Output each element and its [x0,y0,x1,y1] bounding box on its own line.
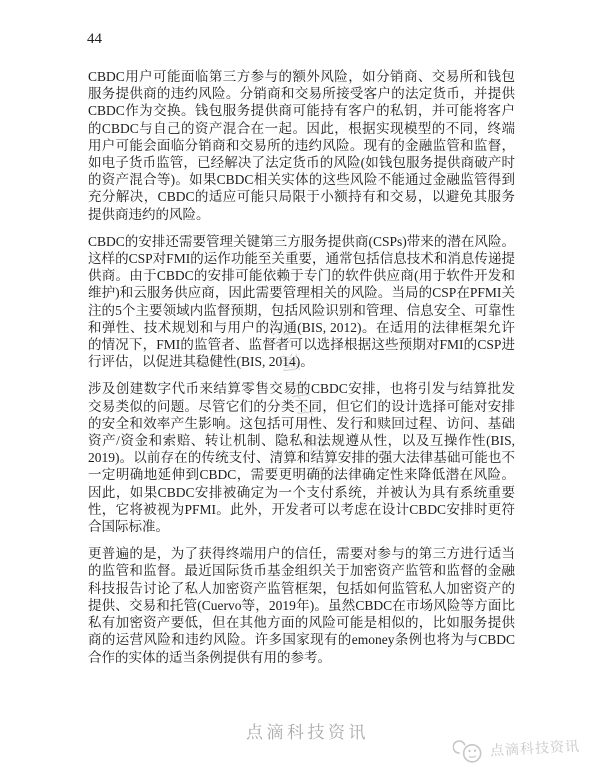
footer-center-watermark: 点滴科技资讯 [246,723,369,742]
diagonal-watermark: 点滴科技资讯 [265,324,342,493]
brand-logo-text: 点滴科技资讯 [489,739,581,760]
droplet-face-icon [452,738,487,766]
paragraph-1: CBDC用户可能面临第三方参与的额外风险，如分销商、交易所和钱包服务提供商的违约风险。分销商和交易所接受客户的法定货币，并提供CBDC作为交换。钱包服务提供商可能持有客户的私钥，并可能将客户的CBDC与自己的资产混合在一起。因此，根据实现模型的不同，终端用户可能会面临分销商和交易所的违约风险。现有的金融监管和监督，如电子货币监管，已经解决了法定货币的风险(如钱包服务提供商破产时的资产混合等)。如果CBDC相关实体的这些风险不能通过金融监管得到充分解决，CBDC的适应可能只局限于小额持有和交易，以避免其服务提供商违约的风险。 [88,69,515,222]
body-text [88,68,515,676]
page-number: 44 [87,31,102,47]
paragraph-4: 更普遍的是，为了获得终端用户的信任，需要对参与的第三方进行适当的监管和监督。最近国际货币基金组织关于加密资产监管和监督的金融科技报告讨论了私人加密资产监管框架，包括如何监管私人加密资产的提供、交易和托管(Cuervo等，2019年)。虽然CBDC在市场风险等方面比私有加密资产要低，但在其他方面的风险可能是相似的，比如服务提供商的运营风险和违约风险。许多国家现有的emoney条例也将为与CBDC合作的实体的适当条例提供有用的参考。 [88,546,515,665]
paragraph-3: 涉及创建数字代币来结算零售交易的CBDC安排，也将引发与结算批发交易类似的问题。尽管它们的分类不同，但它们的设计选择可能对安排的安全和效率产生影响。这包括可用性、发行和赎回过程、访问、基础资产/资金和索赔、转让机制、隐私和法规遵从性，以及互操作性(BIS, 2019)。以前存在的传统支付、清算和结算安排的强大法律基础可能也不一定明确地延伸到CBDC，需要更明确的法律确定性来降低潜在风险。因此，如果CBDC安排被确定为一个支付系统，并被认为具有系统重要性，它将被视为PFMI。此外，开发者可以考虑在设计CBDC安排时更符合国际标准。 [88,381,515,535]
brand-logo [452,733,580,766]
paragraph-2: CBDC的安排还需要管理关键第三方服务提供商(CSPs)带来的潜在风险。这样的CSP对FMI的运作功能至关重要，通常包括信息技术和消息传递提供商。由于CBDC的安排可能依赖于专门的软件供应商(用于软件开发和维护)和云服务供应商，因此需要管理相关的风险。当局的CSP在PFMI关注的5个主要领域内监督预期，包括风险识别和管理、信息安全、可靠性和弹性、技术规划和与用户的沟通(BIS, 2012)。在适用的法律框架允许的情况下，FMI的监管者、监督者可以选择根据这些预期对FMI的CSP进行评估，以促进其稳健性(BIS, 2014)。 [88,233,515,370]
